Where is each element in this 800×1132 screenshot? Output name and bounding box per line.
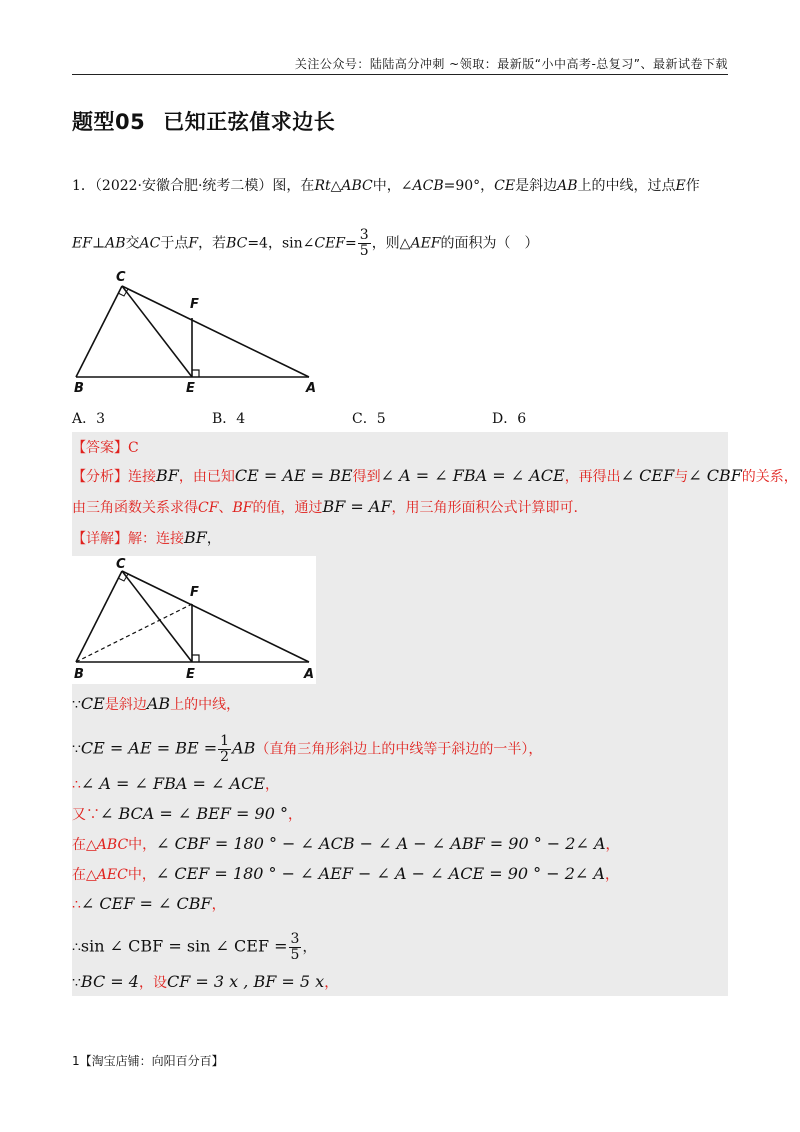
- step-5: [72, 834, 620, 855]
- segment-bc: BC: [226, 235, 248, 252]
- step-text: ，: [265, 777, 279, 793]
- segment-ab: AB: [146, 694, 171, 713]
- math-expr: CE = AE = BE: [234, 466, 353, 485]
- because-symbol: ∵: [72, 741, 81, 758]
- section-title: [72, 106, 335, 136]
- triangle-abc: ABC: [341, 178, 373, 194]
- label-f: F: [190, 297, 199, 312]
- segment-ca: [122, 571, 309, 662]
- question-text: =90°，: [443, 178, 495, 194]
- detail-line: [72, 528, 221, 549]
- step-text: 又∵: [72, 807, 100, 823]
- equals: =: [345, 235, 357, 252]
- analysis-text: ，由已知: [178, 469, 235, 485]
- label-c: C: [116, 557, 126, 572]
- segment-bf-dashed: [76, 604, 192, 662]
- question-text: 的面积为（ ）: [440, 235, 539, 252]
- segment-ce: CE: [494, 178, 516, 194]
- question-line-2: [72, 228, 539, 259]
- segment-ce: [122, 286, 192, 377]
- question-text: ，则△: [371, 235, 411, 252]
- label-a: A: [304, 667, 315, 682]
- segment-bc: [76, 571, 122, 662]
- segment-ef: EF: [72, 235, 92, 252]
- math-expr: CE = AE = BE =: [80, 738, 218, 758]
- triangle-diagram-with-bf: [72, 556, 316, 684]
- therefore-symbol: ∴: [72, 897, 81, 913]
- segment-ab: AB: [557, 178, 578, 194]
- question-text: 于点: [160, 235, 189, 252]
- option-b[interactable]: B．4: [212, 411, 246, 427]
- step-text: ，: [605, 837, 620, 853]
- step-8: [72, 932, 316, 963]
- footer-text: 1【淘宝店铺：向阳百分百】: [72, 1054, 224, 1068]
- math-expr: BF = AF: [322, 497, 392, 516]
- question-text: 作: [685, 178, 700, 194]
- step-2: [72, 734, 542, 765]
- question-line-1: [72, 176, 700, 196]
- because-symbol: ∵: [72, 975, 81, 991]
- step-4: [72, 804, 302, 825]
- segment-ac: AC: [139, 235, 161, 252]
- step-6: [72, 864, 619, 885]
- label-e: E: [186, 667, 195, 682]
- analysis-text: ，再得出: [564, 469, 621, 485]
- step-text: ，: [211, 897, 226, 913]
- step-text: 在△: [72, 837, 97, 853]
- triangle-symbol: △: [330, 178, 342, 194]
- option-d[interactable]: D．6: [492, 411, 527, 427]
- detail-tag: 【详解】: [72, 531, 128, 547]
- label-c: C: [116, 270, 126, 285]
- question-text: =4，sin∠: [247, 235, 315, 252]
- step-text: ，: [604, 867, 619, 883]
- analysis-text: 的关系，: [741, 469, 798, 485]
- segment-bf: BF: [232, 500, 253, 516]
- analysis-text: 由三角函数关系求得: [72, 500, 198, 516]
- page-header: [72, 56, 728, 75]
- question-text: 中，∠: [372, 178, 413, 194]
- right-angle-mark: [192, 370, 199, 377]
- math-expr: ∠ A = ∠ FBA = ∠ ACE: [380, 466, 565, 485]
- analysis-line-2: [72, 497, 578, 518]
- math-expr: CF = 3 x , BF = 5 x: [166, 972, 325, 991]
- segment-ab: AB: [105, 235, 126, 252]
- segment-bf: BF: [184, 528, 207, 547]
- analysis-tag: 【分析】: [72, 469, 128, 485]
- question-prefix: 1．（2022·安徽合肥·统考二模）图，在: [72, 178, 315, 194]
- analysis-text: 与: [674, 469, 689, 485]
- label-b: B: [74, 381, 84, 396]
- right-angle-mark: [192, 655, 199, 662]
- angle-cef: CEF: [314, 235, 346, 252]
- angle-acb: ACB: [412, 178, 444, 194]
- segment-cf: CF: [198, 500, 219, 516]
- step-text: 上的中线，: [170, 697, 241, 713]
- section-number: 题型05: [72, 110, 146, 134]
- label-a: A: [306, 381, 317, 396]
- option-a[interactable]: A．3: [72, 411, 106, 427]
- triangle-aec: AEC: [96, 867, 128, 883]
- step-text: ，: [302, 939, 317, 956]
- analysis-text: ，用三角形面积公式计算即可.: [391, 500, 578, 516]
- analysis-text: 连接: [128, 469, 156, 485]
- point-e: E: [675, 178, 686, 194]
- math-expr: sin ∠ CBF = sin ∠ CEF =: [80, 936, 288, 956]
- label-f: F: [190, 585, 199, 600]
- segment-ce: [122, 571, 192, 662]
- segment-bc: [76, 286, 122, 377]
- option-c[interactable]: C．5: [352, 411, 386, 427]
- math-expr: ∠ CEF = ∠ CBF: [80, 894, 212, 913]
- step-text: 中，: [128, 837, 157, 853]
- step-3: [72, 774, 279, 795]
- answer-tag: 【答案】: [72, 440, 128, 456]
- segment-ab: AB: [232, 738, 256, 758]
- triangle-diagram: [72, 266, 322, 396]
- math-expr: ∠ CBF = 180 ° − ∠ ACB − ∠ A − ∠ ABF = 90 ° − 2∠ A: [156, 834, 606, 853]
- segment-ca: [122, 286, 309, 377]
- math-expr: ∠ CEF = 180 ° − ∠ AEF − ∠ A − ∠ ACE = 90 ° − 2∠ A: [155, 864, 605, 883]
- math-expr: ∠ A = ∠ FBA = ∠ ACE: [80, 774, 265, 793]
- step-text: ，设: [138, 975, 167, 991]
- step-text: ，: [324, 975, 339, 991]
- analysis-text: 、: [218, 500, 233, 516]
- step-9: [72, 972, 338, 993]
- therefore-symbol: ∴: [72, 939, 81, 956]
- step-text: ，: [287, 807, 302, 823]
- question-figure: [72, 266, 322, 396]
- step-7: [72, 894, 226, 915]
- label-e: E: [186, 381, 195, 396]
- therefore-symbol: ∴: [72, 777, 81, 793]
- analysis-text: 得到: [352, 469, 381, 485]
- triangle-aef: AEF: [410, 235, 441, 252]
- question-text: 交: [125, 235, 140, 252]
- answer-value: C: [128, 440, 139, 456]
- segment-ce: CE: [80, 694, 105, 713]
- fraction-three-fifths: $\frac{3}{5}$: [290, 931, 300, 963]
- math-expr: ∠ CBF: [688, 466, 742, 485]
- triangle-abc: ABC: [96, 837, 129, 853]
- analysis-text: 的值，通过: [252, 500, 323, 516]
- step-1: [72, 694, 240, 715]
- detail-text: 解：连接: [128, 531, 184, 547]
- page-footer: [72, 1052, 224, 1069]
- step-text: 在△: [72, 867, 97, 883]
- answer-line: [72, 438, 139, 458]
- section-heading: 已知正弦值求边长: [163, 110, 336, 134]
- step-text: 是斜边: [104, 697, 147, 713]
- solution-figure: [72, 556, 316, 684]
- step-text: 中，: [127, 867, 156, 883]
- math-expr: ∠ CEF: [620, 466, 675, 485]
- question-rt: Rt: [314, 178, 331, 194]
- question-text: 上的中线，过点: [577, 178, 676, 194]
- fraction-three-fifths: $\frac{3}{5}$: [359, 227, 369, 259]
- because-symbol: ∵: [72, 697, 81, 713]
- math-expr: ∠ BCA = ∠ BEF = 90 °: [100, 804, 288, 823]
- analysis-line-1: [72, 466, 798, 487]
- header-text: 关注公众号：陆陆高分冲刺 ~领取：最新版“小中高考-总复习”、最新试卷下载: [294, 57, 728, 71]
- point-f: F: [188, 235, 199, 252]
- detail-text: ，: [206, 531, 221, 547]
- step-text: （直角三角形斜边上的中线等于斜边的一半），: [255, 741, 543, 758]
- math-expr: BC = 4: [80, 972, 139, 991]
- perp-symbol: ⊥: [91, 235, 106, 252]
- question-text: 是斜边: [515, 178, 558, 194]
- question-text: ，若: [198, 235, 227, 252]
- label-b: B: [74, 667, 84, 682]
- fraction-half: $\frac{1}{2}$: [220, 733, 230, 765]
- segment-bf: BF: [156, 466, 179, 485]
